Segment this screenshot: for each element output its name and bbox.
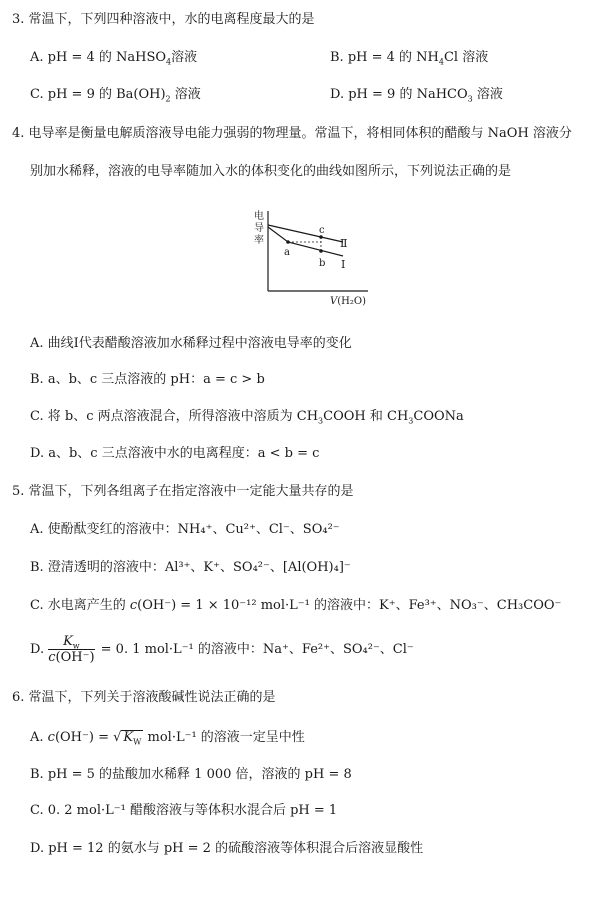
figure-xlabel: V(H₂O) xyxy=(330,296,366,307)
q5-stem: 5. 常温下，下列各组离子在指定溶液中一定能大量共存的是 xyxy=(12,484,354,499)
q5-option-c: C. 水电离产生的 c(OH⁻) = 1 × 10⁻¹² mol·L⁻¹ 的溶液中：K⁺、Fe³⁺、NO₃⁻、CH₃COO⁻ xyxy=(30,598,562,613)
conductivity-figure xyxy=(248,205,378,310)
q3-option-a: A. pH = 4 的 NaHSO$_4$溶液 xyxy=(30,50,198,67)
point-c-label: c xyxy=(319,225,325,236)
q6-option-a: A. c(OH⁻) = √ $K_W$ mol·L⁻¹ 的溶液一定呈中性 xyxy=(30,730,305,747)
q4-option-a: A. 曲线Ⅰ代表醋酸溶液加水稀释过程中溶液电导率的变化 xyxy=(30,336,352,351)
q6-stem: 6. 常温下，下列关于溶液酸碱性说法正确的是 xyxy=(12,690,276,705)
q4-option-c: C. 将 b、c 两点溶液混合，所得溶液中溶质为 $CH_3COOH$ 和 $CH_3COONa$ xyxy=(30,409,464,426)
q5-option-a: A. 使酚酞变红的溶液中：NH₄⁺、Cu²⁺、Cl⁻、SO₄²⁻ xyxy=(30,522,340,537)
q4-option-d: D. a、b、c 三点溶液中水的电离程度：a < b = c xyxy=(30,446,320,461)
curve-1-line xyxy=(268,227,343,256)
sqrt-symbol: √ xyxy=(113,730,122,745)
q6-option-d: D. pH = 12 的氨水与 pH = 2 的硫酸溶液等体积混合后溶液显酸性 xyxy=(30,841,424,856)
curve-2-label: Ⅱ xyxy=(340,237,348,250)
point-b-marker xyxy=(319,249,323,253)
q4-stem-line1: 4. 电导率是衡量电解质溶液导电能力强弱的物理量。常温下，将相同体积的醋酸与 NaOH 溶液分 xyxy=(12,126,572,141)
curve-2-line xyxy=(268,225,343,242)
q5-option-b: B. 澄清透明的溶液中：Al³⁺、K⁺、SO₄²⁻、[Al(OH)₄]⁻ xyxy=(30,560,351,575)
point-a-marker xyxy=(286,240,290,244)
q6-option-b: B. pH = 5 的盐酸加水稀释 1 000 倍，溶液的 pH = 8 xyxy=(30,767,352,782)
curve-1-label: Ⅰ xyxy=(341,258,346,271)
q5-d-fraction: $\frac{K_w}{c(OH^-)}$ xyxy=(48,634,95,665)
q4-stem-line2: 别加水稀释，溶液的电导率随加入水的体积变化的曲线如图所示，下列说法正确的是 xyxy=(30,164,512,179)
point-b-label: b xyxy=(319,258,326,269)
q3-option-d: D. pH = 9 的 NaHCO$_3$ 溶液 xyxy=(330,87,503,104)
q3-stem: 3. 常温下，下列四种溶液中，水的电离程度最大的是 xyxy=(12,12,315,27)
q4-option-b: B. a、b、c 三点溶液的 pH：a = c > b xyxy=(30,372,265,387)
q6-option-c: C. 0. 2 mol·L⁻¹ 醋酸溶液与等体积水混合后 pH = 1 xyxy=(30,803,338,818)
point-a-label: a xyxy=(284,247,290,258)
figure-ylabel-1: 电 xyxy=(254,211,264,222)
figure-ylabel-2: 导 xyxy=(254,223,264,234)
q5-option-d: D. $\frac{K_w}{c(OH^-)}$ = 0. 1 mol·L⁻¹ 的溶液中：Na⁺、Fe²⁺、SO₄²⁻、Cl⁻ xyxy=(30,634,414,665)
q3-option-c: C. pH = 9 的 $Ba(OH)_2$ 溶液 xyxy=(30,87,201,104)
figure-ylabel-3: 率 xyxy=(254,235,264,246)
q3-option-b: B. pH = 4 的 $NH_4Cl$ 溶液 xyxy=(330,50,489,67)
